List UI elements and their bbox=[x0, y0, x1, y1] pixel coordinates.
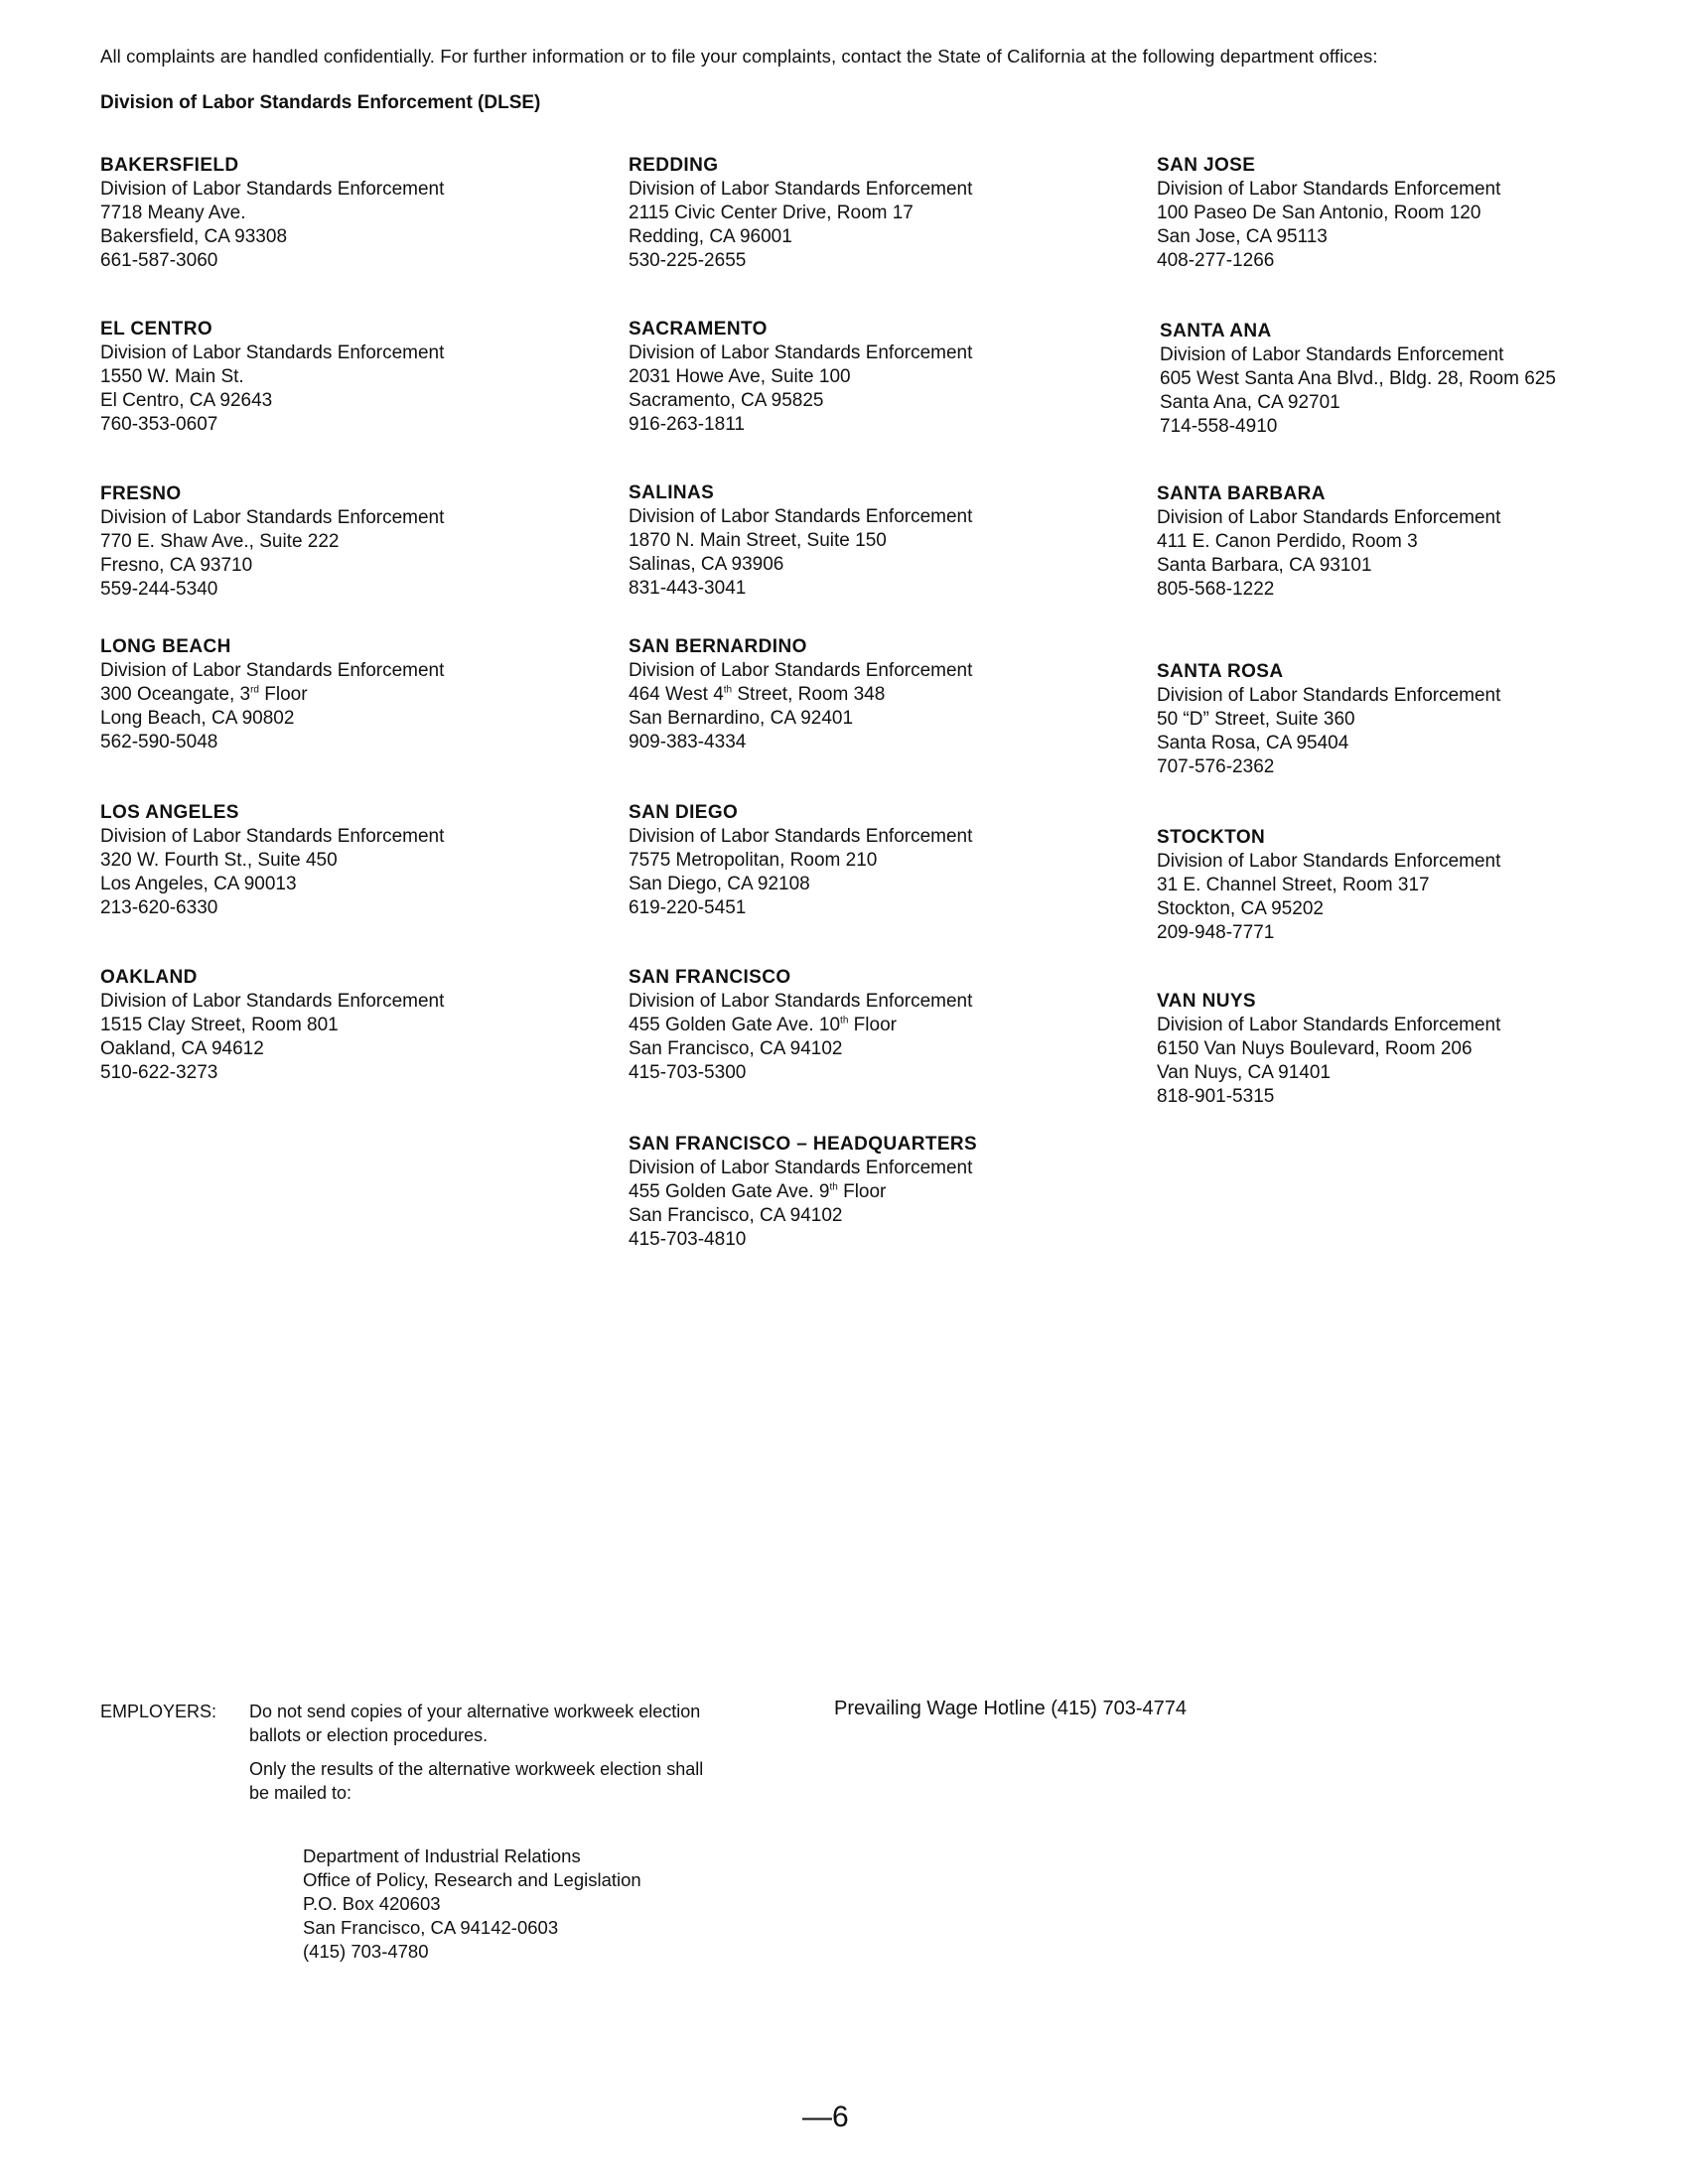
office-citystate: Salinas, CA 93906 bbox=[629, 554, 784, 575]
office-city: SAN FRANCISCO – HEADQUARTERS bbox=[629, 1134, 978, 1155]
office-city: SANTA ANA bbox=[1160, 321, 1272, 341]
office-address: 1870 N. Main Street, Suite 150 bbox=[629, 530, 887, 551]
office-oakland bbox=[100, 966, 617, 1085]
office-san-francisco bbox=[629, 966, 1145, 1085]
office-citystate: San Diego, CA 92108 bbox=[629, 874, 810, 894]
office-los-angeles bbox=[100, 801, 617, 920]
office-address: 1550 W. Main St. bbox=[100, 366, 244, 387]
office-city: FRESNO bbox=[100, 483, 182, 504]
office-org: Division of Labor Standards Enforcement bbox=[629, 991, 973, 1012]
office-citystate: Oakland, CA 94612 bbox=[100, 1038, 264, 1059]
office-citystate: Los Angeles, CA 90013 bbox=[100, 874, 297, 894]
intro-text: All complaints are handled confidentially. For further information or to file your complaints, contact the State of California at the following department offices: bbox=[100, 46, 1378, 67]
office-org: Division of Labor Standards Enforcement bbox=[629, 506, 973, 527]
office-phone: 661-587-3060 bbox=[100, 250, 218, 271]
office-phone: 707-576-2362 bbox=[1157, 756, 1275, 777]
prevailing-wage-hotline: Prevailing Wage Hotline (415) 703-4774 bbox=[834, 1698, 1188, 1719]
office-phone: 408-277-1266 bbox=[1157, 250, 1275, 271]
office-phone: 559-244-5340 bbox=[100, 579, 218, 600]
mailing-line: Office of Policy, Research and Legislation bbox=[303, 1869, 641, 1890]
office-address: 7718 Meany Ave. bbox=[100, 203, 246, 223]
office-org: Division of Labor Standards Enforcement bbox=[1160, 344, 1504, 365]
office-address: 455 Golden Gate Ave. 9th Floor bbox=[629, 1181, 887, 1202]
office-city: VAN NUYS bbox=[1157, 991, 1256, 1012]
office-address: 1515 Clay Street, Room 801 bbox=[100, 1015, 339, 1035]
office-citystate: San Jose, CA 95113 bbox=[1157, 226, 1328, 247]
office-citystate: Bakersfield, CA 93308 bbox=[100, 226, 288, 247]
office-org: Division of Labor Standards Enforcement bbox=[629, 1158, 973, 1178]
office-san-diego bbox=[629, 801, 1145, 920]
office-city: SAN BERNARDINO bbox=[629, 636, 807, 657]
office-citystate: Santa Rosa, CA 95404 bbox=[1157, 733, 1349, 753]
office-phone: 562-590-5048 bbox=[100, 732, 218, 752]
office-phone: 415-703-5300 bbox=[629, 1062, 747, 1083]
office-phone: 714-558-4910 bbox=[1160, 416, 1278, 437]
mailing-line: P.O. Box 420603 bbox=[303, 1893, 441, 1914]
office-address: 2031 Howe Ave, Suite 100 bbox=[629, 366, 851, 387]
office-phone: 916-263-1811 bbox=[629, 414, 745, 435]
office-stockton bbox=[1157, 826, 1673, 945]
division-heading: Division of Labor Standards Enforcement (DLSE) bbox=[100, 92, 541, 113]
office-org: Division of Labor Standards Enforcement bbox=[1157, 851, 1501, 872]
office-long-beach bbox=[100, 635, 617, 754]
office-citystate: Sacramento, CA 95825 bbox=[629, 390, 824, 411]
office-address: 770 E. Shaw Ave., Suite 222 bbox=[100, 531, 340, 552]
office-san-jose bbox=[1157, 154, 1673, 273]
office-address: 464 West 4th Street, Room 348 bbox=[629, 684, 886, 705]
mailing-address bbox=[303, 1844, 641, 1964]
mailing-line: (415) 703-4780 bbox=[303, 1941, 429, 1962]
office-phone: 209-948-7771 bbox=[1157, 922, 1275, 943]
office-citystate: Long Beach, CA 90802 bbox=[100, 708, 295, 729]
office-city: SACRAMENTO bbox=[629, 319, 768, 340]
office-san-francisco-hq bbox=[629, 1133, 1145, 1252]
office-address: 6150 Van Nuys Boulevard, Room 206 bbox=[1157, 1038, 1473, 1059]
office-citystate: Santa Ana, CA 92701 bbox=[1160, 392, 1340, 413]
office-santa-ana bbox=[1160, 320, 1676, 439]
page-number: —6 bbox=[802, 2101, 849, 2133]
office-phone: 818-901-5315 bbox=[1157, 1086, 1275, 1107]
office-citystate: Stockton, CA 95202 bbox=[1157, 898, 1324, 919]
office-city: STOCKTON bbox=[1157, 827, 1266, 848]
office-city: BAKERSFIELD bbox=[100, 155, 239, 176]
office-city: EL CENTRO bbox=[100, 319, 213, 340]
office-org: Division of Labor Standards Enforcement bbox=[100, 991, 445, 1012]
office-phone: 530-225-2655 bbox=[629, 250, 747, 271]
office-redding bbox=[629, 154, 1145, 273]
office-phone: 415-703-4810 bbox=[629, 1229, 747, 1250]
employers-label: EMPLOYERS: bbox=[100, 1702, 217, 1721]
office-city: SANTA ROSA bbox=[1157, 661, 1284, 682]
office-bakersfield bbox=[100, 154, 617, 273]
office-el-centro bbox=[100, 318, 617, 437]
office-org: Division of Labor Standards Enforcement bbox=[100, 507, 445, 528]
office-address: 455 Golden Gate Ave. 10th Floor bbox=[629, 1015, 897, 1035]
employers-note-mailing: Only the results of the alternative workweek election shall be mailed to: bbox=[249, 1759, 704, 1803]
office-phone: 510-622-3273 bbox=[100, 1062, 218, 1083]
office-address: 320 W. Fourth St., Suite 450 bbox=[100, 850, 338, 871]
office-citystate: Santa Barbara, CA 93101 bbox=[1157, 555, 1372, 576]
office-org: Division of Labor Standards Enforcement bbox=[1157, 1015, 1501, 1035]
office-city: SAN FRANCISCO bbox=[629, 967, 791, 988]
office-address: 31 E. Channel Street, Room 317 bbox=[1157, 875, 1430, 895]
office-org: Division of Labor Standards Enforcement bbox=[100, 660, 445, 681]
office-address: 100 Paseo De San Antonio, Room 120 bbox=[1157, 203, 1481, 223]
office-van-nuys bbox=[1157, 990, 1673, 1109]
office-phone: 831-443-3041 bbox=[629, 578, 747, 599]
office-city: SANTA BARBARA bbox=[1157, 483, 1326, 504]
office-address: 300 Oceangate, 3rd Floor bbox=[100, 684, 308, 705]
office-phone: 213-620-6330 bbox=[100, 897, 218, 918]
office-phone: 619-220-5451 bbox=[629, 897, 747, 918]
office-santa-barbara bbox=[1157, 482, 1673, 602]
office-city: SAN DIEGO bbox=[629, 802, 739, 823]
office-san-bernardino bbox=[629, 635, 1145, 754]
office-citystate: Redding, CA 96001 bbox=[629, 226, 792, 247]
office-city: LOS ANGELES bbox=[100, 802, 239, 823]
office-address: 411 E. Canon Perdido, Room 3 bbox=[1157, 531, 1418, 552]
office-org: Division of Labor Standards Enforcement bbox=[629, 342, 973, 363]
office-fresno bbox=[100, 482, 617, 602]
office-address: 605 West Santa Ana Blvd., Bldg. 28, Room 625 bbox=[1160, 368, 1556, 389]
office-org: Division of Labor Standards Enforcement bbox=[1157, 507, 1501, 528]
office-address: 2115 Civic Center Drive, Room 17 bbox=[629, 203, 914, 223]
office-org: Division of Labor Standards Enforcement bbox=[100, 179, 445, 200]
office-citystate: San Francisco, CA 94102 bbox=[629, 1205, 843, 1226]
office-city: SAN JOSE bbox=[1157, 155, 1256, 176]
office-city: OAKLAND bbox=[100, 967, 198, 988]
office-address: 7575 Metropolitan, Room 210 bbox=[629, 850, 878, 871]
office-org: Division of Labor Standards Enforcement bbox=[100, 342, 445, 363]
office-citystate: Fresno, CA 93710 bbox=[100, 555, 253, 576]
office-phone: 909-383-4334 bbox=[629, 732, 747, 752]
office-phone: 805-568-1222 bbox=[1157, 579, 1275, 600]
mailing-line: San Francisco, CA 94142-0603 bbox=[303, 1917, 559, 1938]
office-salinas bbox=[629, 481, 1145, 601]
office-org: Division of Labor Standards Enforcement bbox=[100, 826, 445, 847]
employers-note: Do not send copies of your alternative workweek election ballots or election procedures. bbox=[249, 1702, 701, 1745]
office-citystate: El Centro, CA 92643 bbox=[100, 390, 273, 411]
mailing-line: Department of Industrial Relations bbox=[303, 1845, 581, 1866]
office-city: SALINAS bbox=[629, 482, 715, 503]
office-city: REDDING bbox=[629, 155, 719, 176]
office-santa-rosa bbox=[1157, 660, 1673, 779]
office-phone: 760-353-0607 bbox=[100, 414, 218, 435]
office-citystate: San Francisco, CA 94102 bbox=[629, 1038, 843, 1059]
office-address: 50 “D” Street, Suite 360 bbox=[1157, 709, 1355, 730]
office-org: Division of Labor Standards Enforcement bbox=[1157, 179, 1501, 200]
office-org: Division of Labor Standards Enforcement bbox=[629, 179, 973, 200]
office-org: Division of Labor Standards Enforcement bbox=[629, 826, 973, 847]
office-org: Division of Labor Standards Enforcement bbox=[1157, 685, 1501, 706]
office-sacramento bbox=[629, 318, 1145, 437]
office-citystate: Van Nuys, CA 91401 bbox=[1157, 1062, 1331, 1083]
office-city: LONG BEACH bbox=[100, 636, 231, 657]
office-org: Division of Labor Standards Enforcement bbox=[629, 660, 973, 681]
office-citystate: San Bernardino, CA 92401 bbox=[629, 708, 854, 729]
